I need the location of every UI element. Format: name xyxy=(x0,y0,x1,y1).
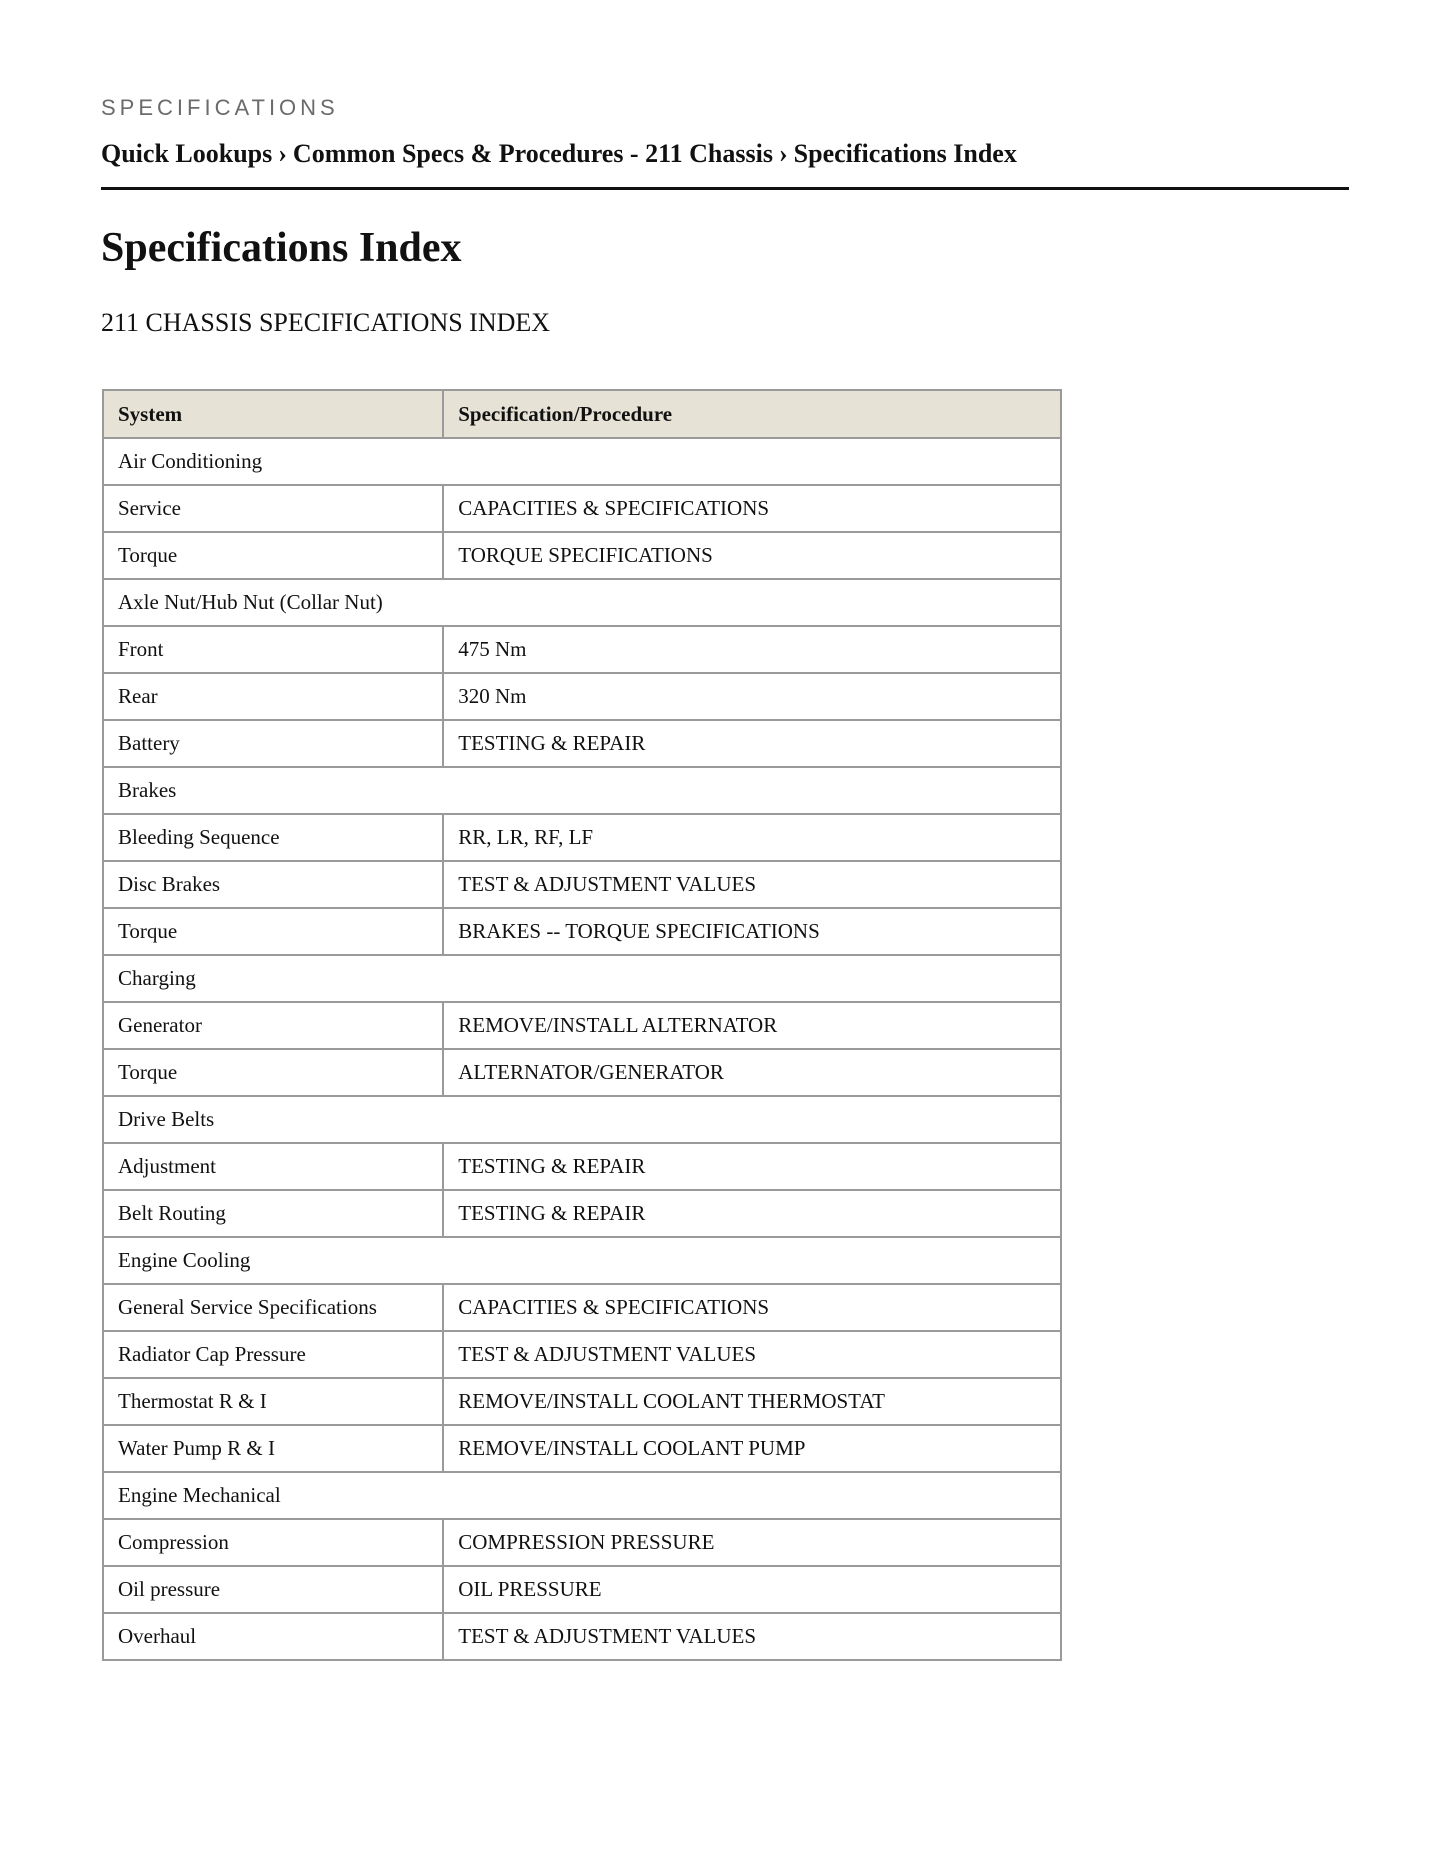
system-cell: Torque xyxy=(103,532,443,579)
table-group-row xyxy=(103,438,1061,485)
table-row xyxy=(103,1378,1061,1425)
table-row xyxy=(103,1143,1061,1190)
table-group-row xyxy=(103,955,1061,1002)
table-group-row xyxy=(103,1096,1061,1143)
system-cell: Compression xyxy=(103,1519,443,1566)
system-cell: Rear xyxy=(103,673,443,720)
specification-cell[interactable]: TEST & ADJUSTMENT VALUES xyxy=(443,1613,1061,1660)
specification-cell[interactable]: COMPRESSION PRESSURE xyxy=(443,1519,1061,1566)
system-cell: Disc Brakes xyxy=(103,861,443,908)
system-cell: Front xyxy=(103,626,443,673)
specification-cell[interactable]: REMOVE/INSTALL ALTERNATOR xyxy=(443,1002,1061,1049)
system-cell: Torque xyxy=(103,1049,443,1096)
system-cell: Water Pump R & I xyxy=(103,1425,443,1472)
specification-cell[interactable]: RR, LR, RF, LF xyxy=(443,814,1061,861)
table-group-row xyxy=(103,767,1061,814)
table-group-row xyxy=(103,1472,1061,1519)
system-group-cell: Brakes xyxy=(103,767,1061,814)
system-cell: Belt Routing xyxy=(103,1190,443,1237)
page-subtitle: 211 CHASSIS SPECIFICATIONS INDEX xyxy=(101,308,551,337)
table-row xyxy=(103,1613,1061,1660)
system-cell: Service xyxy=(103,485,443,532)
system-cell: General Service Specifications xyxy=(103,1284,443,1331)
table-row xyxy=(103,1331,1061,1378)
table-row xyxy=(103,1425,1061,1472)
table-row xyxy=(103,532,1061,579)
specification-cell[interactable]: 320 Nm xyxy=(443,673,1061,720)
table-row xyxy=(103,908,1061,955)
table-row xyxy=(103,814,1061,861)
specification-cell[interactable]: TESTING & REPAIR xyxy=(443,1190,1061,1237)
table-row xyxy=(103,1002,1061,1049)
specification-cell[interactable]: TEST & ADJUSTMENT VALUES xyxy=(443,1331,1061,1378)
specification-cell[interactable]: CAPACITIES & SPECIFICATIONS xyxy=(443,1284,1061,1331)
specification-cell[interactable]: TORQUE SPECIFICATIONS xyxy=(443,532,1061,579)
table-row xyxy=(103,720,1061,767)
breadcrumb xyxy=(101,139,1017,169)
system-cell: Generator xyxy=(103,1002,443,1049)
breadcrumb-separator: › xyxy=(278,139,287,168)
section-label: SPECIFICATIONS xyxy=(101,95,339,120)
specification-cell[interactable]: TESTING & REPAIR xyxy=(443,1143,1061,1190)
system-cell: Radiator Cap Pressure xyxy=(103,1331,443,1378)
page-title: Specifications Index xyxy=(101,225,462,271)
header-divider xyxy=(101,187,1349,190)
breadcrumb-common-specs[interactable]: Common Specs & Procedures - 211 Chassis xyxy=(292,139,773,168)
table-body xyxy=(103,438,1061,1660)
breadcrumb-separator: › xyxy=(778,139,788,168)
specification-cell[interactable]: REMOVE/INSTALL COOLANT THERMOSTAT xyxy=(443,1378,1061,1425)
system-group-cell: Air Conditioning xyxy=(103,438,1061,485)
specification-cell[interactable]: BRAKES -- TORQUE SPECIFICATIONS xyxy=(443,908,1061,955)
column-header-system: System xyxy=(103,390,443,438)
table-row xyxy=(103,1284,1061,1331)
system-group-cell: Axle Nut/Hub Nut (Collar Nut) xyxy=(103,579,1061,626)
specification-cell[interactable]: 475 Nm xyxy=(443,626,1061,673)
breadcrumb-specifications-index: Specifications Index xyxy=(793,139,1017,168)
table-group-row xyxy=(103,579,1061,626)
table-row xyxy=(103,1049,1061,1096)
system-group-cell: Engine Cooling xyxy=(103,1237,1061,1284)
system-group-cell: Engine Mechanical xyxy=(103,1472,1061,1519)
system-cell: Thermostat R & I xyxy=(103,1378,443,1425)
table-group-row xyxy=(103,1237,1061,1284)
specification-cell[interactable]: CAPACITIES & SPECIFICATIONS xyxy=(443,485,1061,532)
breadcrumb-quick-lookups[interactable]: Quick Lookups xyxy=(101,139,273,168)
system-cell: Overhaul xyxy=(103,1613,443,1660)
system-cell: Battery xyxy=(103,720,443,767)
system-cell: Adjustment xyxy=(103,1143,443,1190)
specification-cell[interactable]: REMOVE/INSTALL COOLANT PUMP xyxy=(443,1425,1061,1472)
table-row xyxy=(103,626,1061,673)
table-row xyxy=(103,673,1061,720)
specification-cell[interactable]: OIL PRESSURE xyxy=(443,1566,1061,1613)
specifications-table xyxy=(102,389,1062,1661)
system-cell: Bleeding Sequence xyxy=(103,814,443,861)
table-row xyxy=(103,861,1061,908)
table-row xyxy=(103,1190,1061,1237)
specification-cell[interactable]: TEST & ADJUSTMENT VALUES xyxy=(443,861,1061,908)
system-group-cell: Charging xyxy=(103,955,1061,1002)
table-row xyxy=(103,485,1061,532)
system-group-cell: Drive Belts xyxy=(103,1096,1061,1143)
table-header-row xyxy=(103,390,1061,438)
column-header-specification: Specification/Procedure xyxy=(443,390,1061,438)
table-row xyxy=(103,1519,1061,1566)
table-row xyxy=(103,1566,1061,1613)
system-cell: Torque xyxy=(103,908,443,955)
specification-cell[interactable]: ALTERNATOR/GENERATOR xyxy=(443,1049,1061,1096)
specification-cell[interactable]: TESTING & REPAIR xyxy=(443,720,1061,767)
system-cell: Oil pressure xyxy=(103,1566,443,1613)
